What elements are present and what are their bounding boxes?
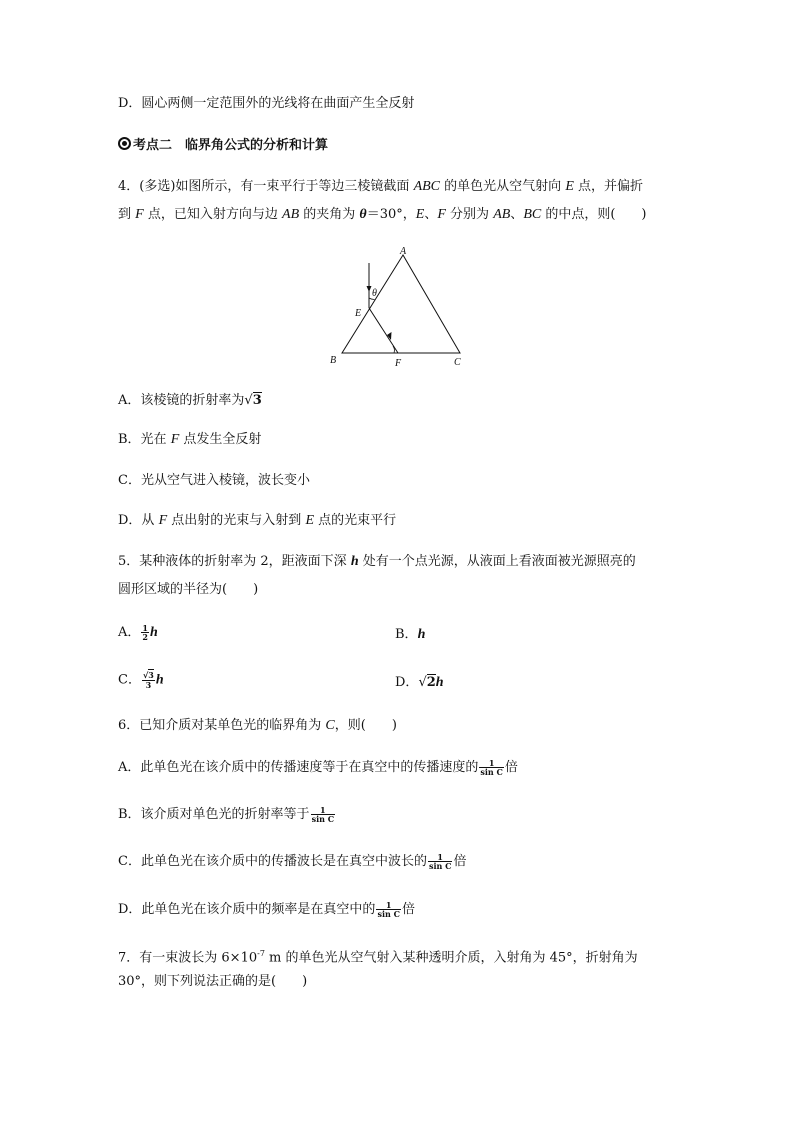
q4-option-c: C．光从空气进入棱镜，波长变小 xyxy=(118,473,310,488)
label-f: F xyxy=(395,358,402,369)
q4-line2: 到 F 点，已知入射方向与边 AB 的夹角为 θ＝30°，E、F 分别为 AB、BC 的中点，则( ) xyxy=(118,207,647,222)
prism-figure xyxy=(320,244,470,372)
q7-line2: 30°，则下列说法正确的是( ) xyxy=(118,974,308,989)
q5-line1: 5．某种液体的折射率为 2，距液面下深 h 处有一个点光源，从液面上看液面被光源照亮的 xyxy=(118,554,636,569)
label-b: B xyxy=(330,355,337,366)
q4-option-b: B．光在 F 点发生全反射 xyxy=(118,432,262,447)
label-c: C xyxy=(454,357,461,368)
section-heading: 考点二 临界角公式的分析和计算 xyxy=(118,137,328,155)
q6-stem: 6．已知介质对某单色光的临界角为 C，则( ) xyxy=(118,718,397,733)
q6-option-c: C．此单色光在该介质中的传播波长是在真空中波长的 $\frac{1}{\text{sin C}}$ 倍 xyxy=(118,852,467,871)
label-e: E xyxy=(355,308,362,319)
label-a: A xyxy=(400,246,407,257)
label-theta: θ xyxy=(372,288,377,299)
q4-option-a: A．该棱镜的折射率为√3 xyxy=(118,393,262,408)
q5-option-b: B．h xyxy=(395,627,426,642)
q5-option-a: A． $\frac{1}{2}$ h xyxy=(118,623,158,642)
q5-option-d: D．√2h xyxy=(395,675,444,690)
target-icon xyxy=(118,137,131,150)
q5-line2: 圆形区域的半径为( ) xyxy=(118,582,259,597)
q6-option-b: B．该介质对单色光的折射率等于 $\frac{1}{\text{sin C}}$ xyxy=(118,805,335,824)
q4-line1: 4．(多选)如图所示，有一束平行于等边三棱镜截面 ABC 的单色光从空气射向 E 点，并偏折 xyxy=(118,179,644,194)
q4-option-d: D．从 F 点出射的光束与入射到 E 点的光束平行 xyxy=(118,513,397,528)
q6-option-a: A．此单色光在该介质中的传播速度等于在真空中的传播速度的 $\frac{1}{\text{sin C}}$ 倍 xyxy=(118,758,518,777)
refracted-ray xyxy=(369,308,398,353)
incident-arrow xyxy=(367,286,372,292)
q6-option-d: D．此单色光在该介质中的频率是在真空中的 $\frac{1}{\text{sin C}}$ 倍 xyxy=(118,900,415,919)
option-d-prev: D．圆心两侧一定范围外的光线将在曲面产生全反射 xyxy=(118,96,415,111)
q7-line1: 7．有一束波长为 $6\times 10^{-7}$ m 的单色光从空气射入某种透明介质，入射角为 45°，折射角为 xyxy=(118,949,638,966)
prism-triangle xyxy=(342,255,460,353)
q5-option-c: C． $\frac{√3}{3}$ h xyxy=(118,670,164,690)
